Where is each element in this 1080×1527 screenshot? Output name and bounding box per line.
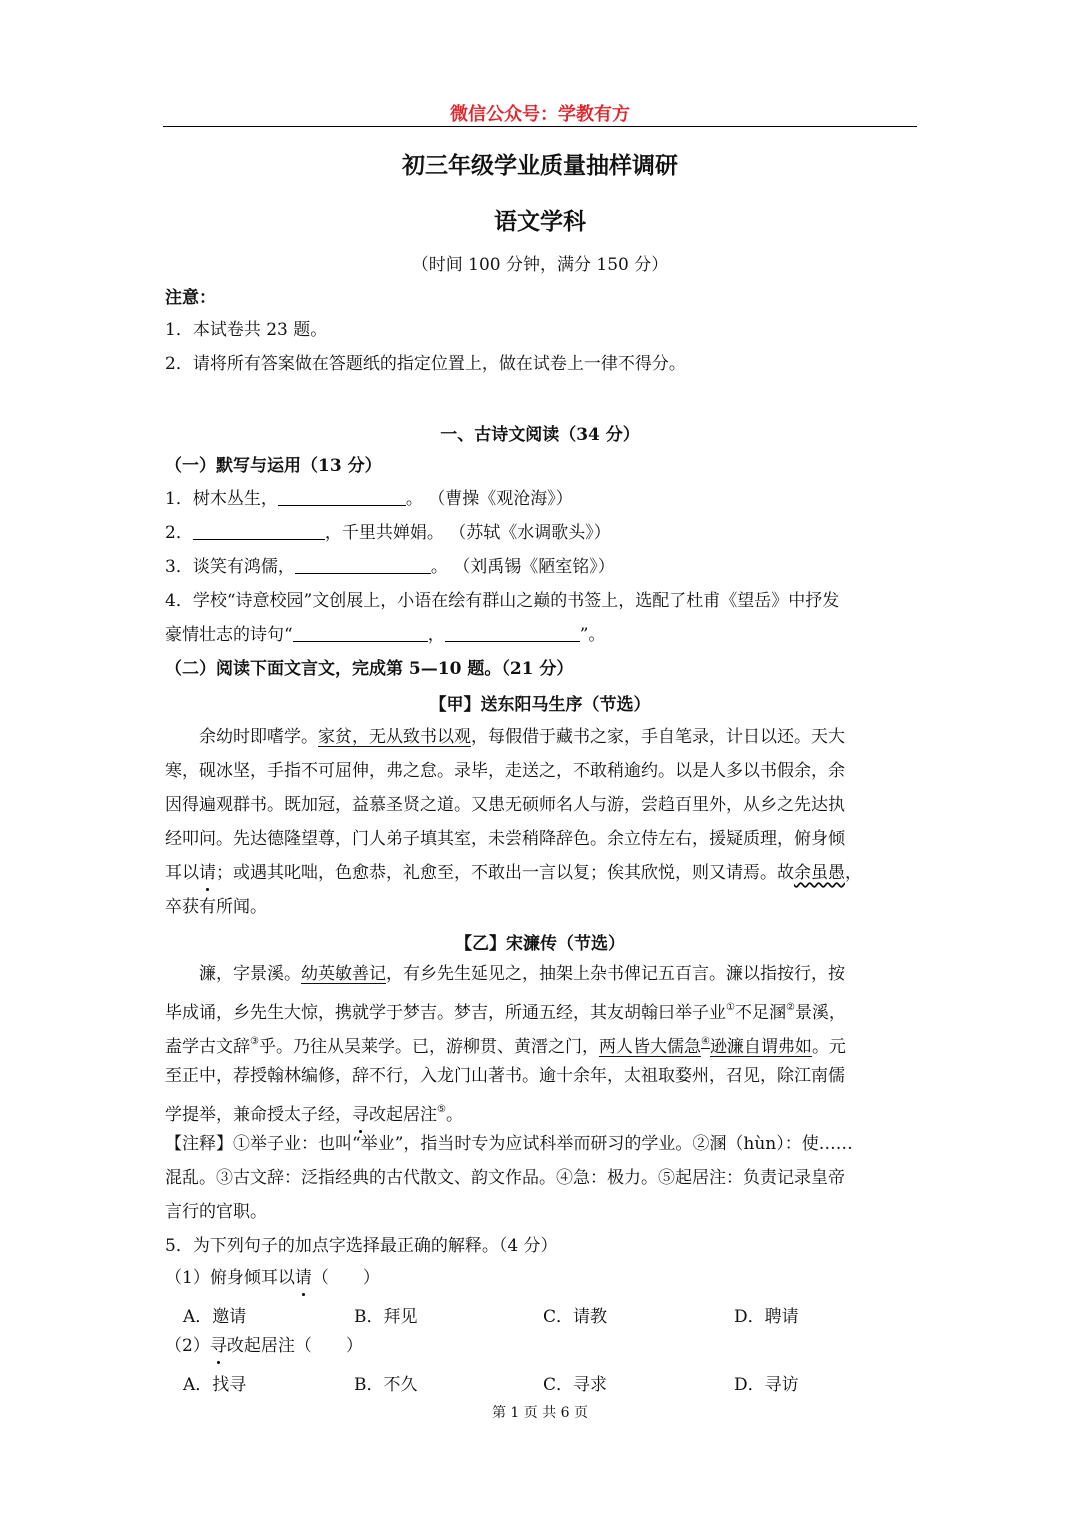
answer-blank[interactable] bbox=[293, 623, 428, 642]
jia-line-3: 因得遍观群书。既加冠，益慕圣贤之道。又患无硕师名人与游，尝趋百里外，从乡之先达执 bbox=[165, 795, 845, 815]
notes-line-1: 【注释】①举子业：也叫“举业”，指当时专为应试科举而研习的学业。②溷（hùn）：使…… bbox=[165, 1134, 853, 1154]
yi-line-3: 盍学古文辞③乎。乃往从吴莱学。已，游柳贯、黄溍之门，两人皆大儒急④逊濂自谓弗如。元 bbox=[165, 1036, 846, 1057]
notes-line-3: 言行的官职。 bbox=[165, 1202, 267, 1222]
subject-title: 语文学科 bbox=[494, 209, 586, 235]
passage-yi-title: 【乙】宋濂传（节选） bbox=[455, 934, 625, 954]
jia-line-6: 卒获有所闻。 bbox=[165, 897, 267, 917]
page-footer: 第 1 页 共 6 页 bbox=[491, 1405, 589, 1421]
time-info: （时间 100 分钟，满分 150 分） bbox=[411, 255, 669, 275]
answer-blank[interactable] bbox=[295, 555, 431, 574]
jia-line-2: 寒，砚冰坚，手指不可屈伸，弗之怠。录毕，走送之，不敢稍逾约。以是人多以书假余，余 bbox=[165, 761, 845, 781]
question-4: 4．学校“诗意校园”文创展上，小语在绘有群山之巅的书签上，选配了杜甫《望岳》中抒发 bbox=[165, 591, 840, 611]
jia-line-1: 余幼时即嗜学。家贫，无从致书以观，每假借于藏书之家，手自笔录，计日以还。天大 bbox=[199, 727, 845, 747]
question-1: 1．树木丛生， 。 （曹操《观沧海》） bbox=[165, 489, 573, 509]
jia-line-4: 经叩问。先达德隆望尊，门人弟子填其室，未尝稍降辞色。余立侍左右，援疑质理，俯身倾 bbox=[165, 829, 845, 849]
page-title: 初三年级学业质量抽样调研 bbox=[402, 153, 678, 179]
q5-1-option-c[interactable]: C．请教 bbox=[543, 1307, 608, 1327]
yi-line-5: 学提举，兼命授太子经，寻改起居注⑤。 bbox=[165, 1104, 463, 1125]
q5-2-option-b[interactable]: B．不久 bbox=[354, 1375, 418, 1395]
q5-1-option-b[interactable]: B．拜见 bbox=[354, 1307, 418, 1327]
question-3: 3．谈笑有鸿儒， 。 （刘禹锡《陋室铭》） bbox=[165, 557, 615, 577]
question-4-cont: 豪情壮志的诗句“ ， ”。 bbox=[165, 625, 606, 645]
answer-blank[interactable] bbox=[193, 521, 325, 540]
section-1-title: 一、古诗文阅读（34 分） bbox=[440, 425, 640, 445]
part-1-title: （一）默写与运用（13 分） bbox=[165, 456, 382, 476]
part-2-title: （二）阅读下面文言文，完成第 5—10 题。（21 分） bbox=[165, 659, 574, 679]
notice-item-1: 1．本试卷共 23 题。 bbox=[165, 320, 328, 340]
notice-item-2: 2．请将所有答案做在答题纸的指定位置上，做在试卷上一律不得分。 bbox=[165, 354, 686, 374]
answer-blank[interactable] bbox=[278, 487, 406, 506]
question-5-stem: 5．为下列句子的加点字选择最正确的解释。（4 分） bbox=[165, 1236, 558, 1256]
q5-2-option-c[interactable]: C．寻求 bbox=[543, 1375, 608, 1395]
notice-label: 注意： bbox=[165, 288, 216, 308]
q5-1-option-d[interactable]: D．聘请 bbox=[734, 1307, 799, 1327]
q5-1-option-a[interactable]: A．邀请 bbox=[183, 1307, 247, 1327]
jia-line-5: 耳以请；或遇其叱咄，色愈恭，礼愈至，不敢出一言以复；俟其欣悦，则又请焉。故余虽愚， bbox=[165, 863, 862, 883]
q5-2-option-a[interactable]: A．找寻 bbox=[183, 1375, 247, 1395]
question-5-sub-1: （1）俯身倾耳以请（ ） bbox=[165, 1268, 380, 1288]
answer-blank[interactable] bbox=[445, 623, 580, 642]
yi-line-1: 濂，字景溪。幼英敏善记，有乡先生延见之，抽架上杂书俾记五百言。濂以指按行，按 bbox=[199, 964, 845, 984]
header-rule bbox=[163, 126, 917, 127]
notes-line-2: 混乱。③古文辞：泛指经典的古代散文、韵文作品。④急：极力。⑤起居注：负责记录皇帝 bbox=[165, 1168, 845, 1188]
question-5-sub-2: （2）寻改起居注（ ） bbox=[165, 1336, 363, 1356]
header-wechat: 微信公众号：学教有方 bbox=[450, 104, 630, 125]
q5-2-option-d[interactable]: D．寻访 bbox=[734, 1375, 799, 1395]
passage-jia-title: 【甲】送东阳马生序（节选） bbox=[429, 695, 651, 715]
yi-line-4: 至正中，荐授翰林编修，辞不行，入龙门山著书。逾十余年，太祖取婺州，召见，除江南儒 bbox=[165, 1066, 845, 1086]
yi-line-2: 毕成诵，乡先生大惊，携就学于梦吉。梦吉，所通五经，其友胡翰曰举子业①不足溷②景溪， bbox=[165, 1002, 846, 1023]
question-2: 2． ，千里共婵娟。 （苏轼《水调歌头》） bbox=[165, 523, 611, 543]
